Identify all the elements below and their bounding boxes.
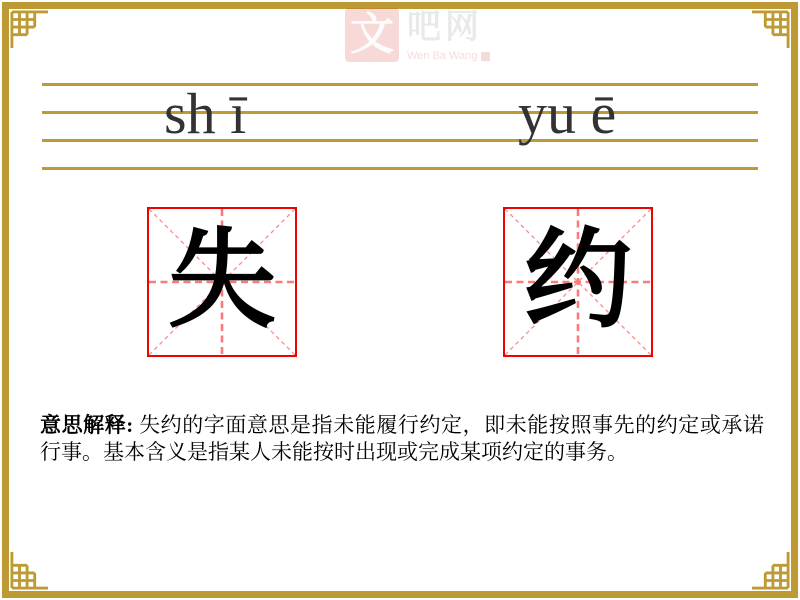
corner-ornament-top-right	[752, 10, 790, 48]
pinyin-staff-line-3	[42, 139, 758, 142]
pinyin-syllable-shi: sh ī	[164, 81, 247, 146]
pinyin-staff-line-1	[42, 83, 758, 86]
watermark-site-pinyin: Wen Ba Wang	[407, 50, 478, 62]
corner-ornament-bottom-right	[752, 552, 790, 590]
corner-ornament-bottom-left	[10, 552, 48, 590]
watermark-text-group	[407, 8, 490, 62]
seal-stamp-icon	[345, 8, 399, 62]
character-grid-shi	[147, 207, 297, 357]
watermark-site-name: 吧网	[407, 9, 483, 46]
pinyin-syllable-yue: yu ē	[518, 81, 617, 146]
corner-ornament-top-left	[10, 10, 48, 48]
definition-label: 意思解释:	[40, 413, 134, 437]
pinyin-staff-line-2	[42, 111, 758, 114]
gold-frame-border	[2, 2, 798, 598]
pinyin-staff-line-4	[42, 167, 758, 170]
hanzi-shi: 失	[167, 222, 276, 341]
definition-text: 失约的字面意思是指未能履行约定，即未能按照事先的约定或承诺行事。基本含义是指某人未能按时出现或完成某项约定的事务。	[40, 413, 764, 464]
watermark-square-icon	[481, 52, 490, 61]
hanzi-yue: 约	[523, 222, 632, 341]
character-grid-yue	[503, 207, 653, 357]
definition-paragraph	[40, 412, 764, 466]
watermark-site-pinyin-row	[407, 50, 490, 62]
site-watermark-logo	[345, 8, 495, 70]
seal-character: 文	[350, 10, 394, 59]
